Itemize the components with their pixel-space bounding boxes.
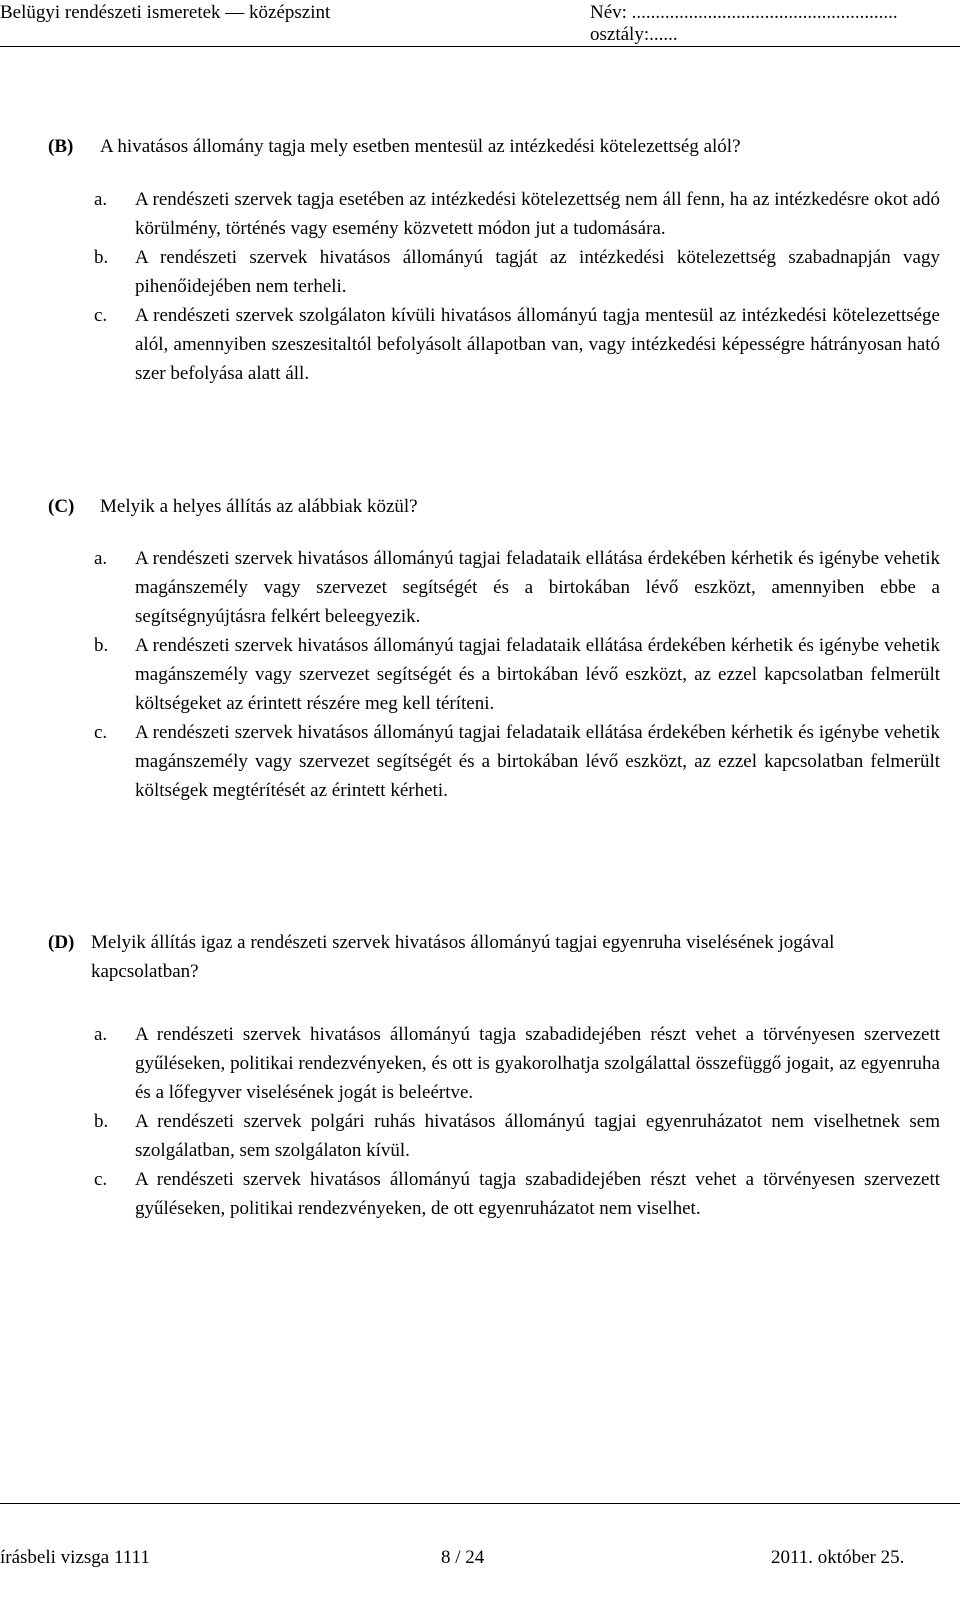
- option-label: a.: [94, 1024, 108, 1045]
- option-label: a.: [94, 189, 108, 210]
- question-d-letter: (D): [48, 932, 75, 953]
- option-text: A rendészeti szervek hivatásos állományú tagja szabadidejében részt vehet a törvényesen szervezett gyűléseken, politikai rendezvényeken, de ott egyenruházatot nem viselhet.: [135, 1169, 940, 1219]
- question-c-option-a: [48, 544, 940, 631]
- option-label: b.: [94, 1111, 109, 1132]
- option-label: a.: [94, 548, 108, 569]
- question-c-option-b: [48, 631, 940, 718]
- option-text: A rendészeti szervek hivatásos állományú tagja szabadidejében részt vehet a törvényesen szervezett gyűléseken, politikai rendezvényeken, és ott is gyakorolhatja szolgálattal összefüggő jogait, az egyenruha és a lőfegyver viselésének jogát is beleértve.: [135, 1024, 940, 1103]
- question-c: [48, 492, 940, 805]
- question-b-header: [48, 132, 940, 161]
- question-d-header: [48, 928, 940, 986]
- option-text: A rendészeti szervek hivatásos állományú tagjai feladataik ellátása érdekében kérhetik és igénybe vehetik magánszemély vagy szervezet segítségét és a birtokában lévő eszközt, az ezzel kapcsolatban felmerült költségek megtérítését az érintett kérheti.: [135, 722, 940, 801]
- option-label: b.: [94, 635, 109, 656]
- question-d-option-c: [48, 1165, 940, 1223]
- question-c-text: Melyik a helyes állítás az alábbiak közül?: [100, 496, 418, 517]
- question-d: [48, 928, 940, 1223]
- option-text: A rendészeti szervek tagja esetében az intézkedési kötelezettség nem áll fenn, ha az intézkedésre okot adó körülmény, történés vagy esemény közvetett módon jut a tudomására.: [135, 189, 940, 239]
- question-b-option-b: [48, 243, 940, 301]
- footer-exam-code: írásbeli vizsga 1111: [0, 1547, 150, 1568]
- question-b-option-a: [48, 185, 940, 243]
- option-label: c.: [94, 305, 108, 326]
- header-name-class-field: Név: ........................................................ osztály:......: [590, 2, 898, 45]
- option-label: c.: [94, 1169, 108, 1190]
- question-c-header: [48, 492, 940, 521]
- question-c-option-c: [48, 718, 940, 805]
- option-text: A rendészeti szervek hivatásos állományú tagjai feladataik ellátása érdekében kérhetik és igénybe vehetik magánszemély vagy szervezet segítségét és a birtokában lévő eszközt, az ezzel kapcsolatban felmerült költségeket az érintett részére meg kell téríteni.: [135, 635, 940, 714]
- question-d-text: Melyik állítás igaz a rendészeti szervek hivatásos állományú tagjai egyenruha viselésének jogával kapcsolatban?: [91, 932, 835, 982]
- option-text: A rendészeti szervek polgári ruhás hivatásos állományú tagjai egyenruházatot nem viselhetnek sem szolgálatban, sem szolgálaton kívül.: [135, 1111, 940, 1161]
- option-text: A rendészeti szervek szolgálaton kívüli hivatásos állományú tagja mentesül az intézkedési kötelezettsége alól, amennyiben szeszesitaltól befolyásolt állapotban van, vagy intézkedési képességre hátrányosan ható szer befolyása alatt áll.: [135, 305, 940, 384]
- page-header: [0, 0, 960, 47]
- page-footer: [0, 1503, 960, 1602]
- option-text: A rendészeti szervek hivatásos állományú tagjai feladataik ellátása érdekében kérhetik és igénybe vehetik magánszemély vagy szervezet segítségét és a birtokában lévő eszközt, amennyiben ebbe a segítségnyújtásra felkért beleegyezik.: [135, 548, 940, 627]
- question-d-option-b: [48, 1107, 940, 1165]
- footer-date: 2011. október 25.: [771, 1547, 905, 1568]
- option-label: c.: [94, 722, 108, 743]
- question-c-letter: (C): [48, 496, 75, 517]
- option-text: A rendészeti szervek hivatásos állományú tagját az intézkedési kötelezettség szabadnapján vagy pihenőidejében nem terheli.: [135, 247, 940, 297]
- question-b-letter: (B): [48, 136, 74, 157]
- option-label: b.: [94, 247, 109, 268]
- header-subject: Belügyi rendészeti ismeretek — középszint: [0, 2, 331, 23]
- footer-page-number: 8 / 24: [441, 1547, 485, 1568]
- question-b: [48, 132, 940, 388]
- question-b-option-c: [48, 301, 940, 388]
- question-b-text: A hivatásos állomány tagja mely esetben mentesül az intézkedési kötelezettség alól?: [100, 136, 741, 157]
- question-d-option-a: [48, 1020, 940, 1107]
